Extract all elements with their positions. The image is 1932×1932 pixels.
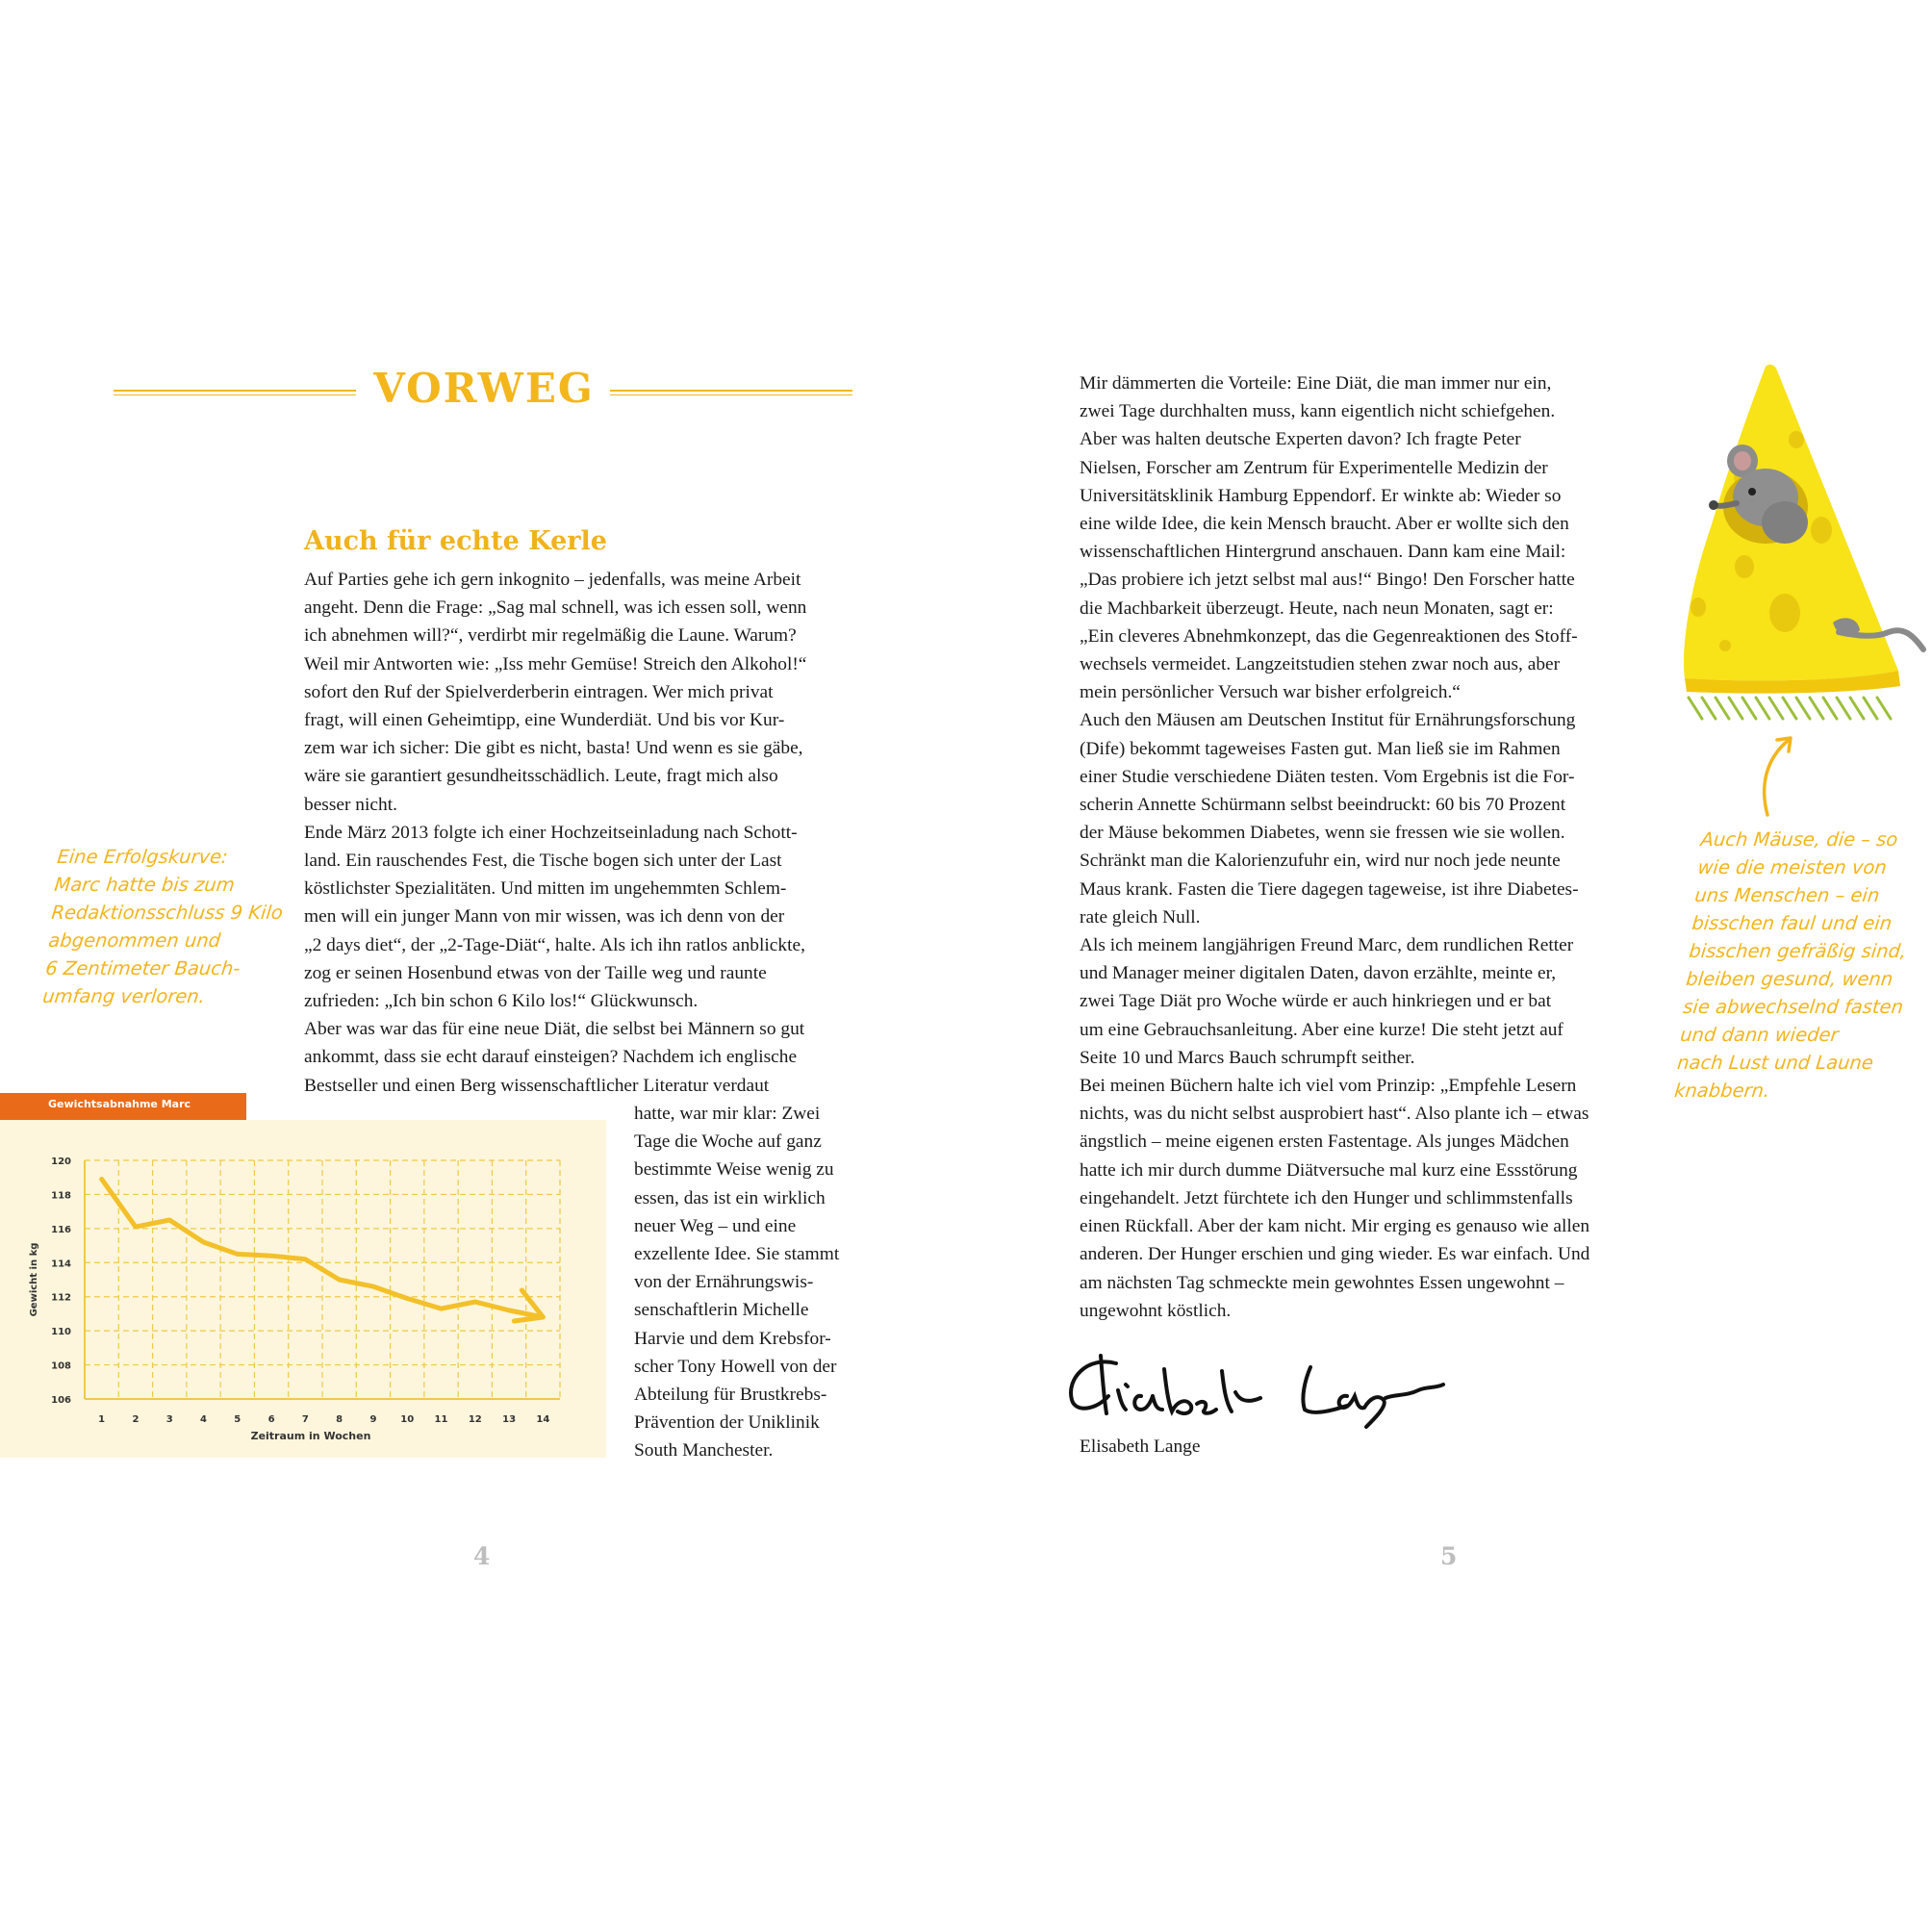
body-line: Mir dämmerten die Vorteile: Eine Diät, die man immer nur ein, <box>1080 373 1552 394</box>
chart-x-tick-label: 14 <box>536 1414 550 1425</box>
page-number-left: 4 <box>473 1542 491 1570</box>
body-line: rate gleich Null. <box>1080 906 1201 928</box>
body-line: „2 days diet“, der „2-Tage-Diät“, halte. Als ich ihn ratlos anblickte, <box>304 934 805 955</box>
body-line: Maus krank. Fasten die Tiere dagegen tageweise, ist ihre Diabetes- <box>1080 878 1579 900</box>
body-line: eine wilde Idee, die kein Mensch braucht. Aber er wollte sich den <box>1080 514 1569 535</box>
chart-x-tick-label: 10 <box>400 1414 415 1425</box>
body-line: am nächsten Tag schmeckte mein gewohntes Essen ungewohnt – <box>1080 1272 1564 1293</box>
chart-x-tick-label: 3 <box>165 1414 173 1425</box>
chart-title: Gewichtsabnahme Marc <box>48 1098 191 1110</box>
cheese-with-mouse-illustration <box>1669 361 1929 746</box>
body-line: ich abnehmen will?“, verdirbt mir regelmäßig die Laune. Warum? <box>304 625 797 647</box>
side-note-line: nach Lust und Laune <box>1676 1052 1875 1074</box>
body-line: „Das probiere ich jetzt selbst mal aus!“ Bingo! Den Forscher hatte <box>1080 570 1575 591</box>
weight-line-chart <box>0 1120 606 1458</box>
chart-y-tick-label: 112 <box>51 1292 71 1304</box>
body-line: land. Ein rauschendes Fest, die Tische bogen sich unter der Last <box>304 851 782 872</box>
body-line: Bestseller und einen Berg wissenschaftlicher Literatur verdaut <box>304 1075 770 1096</box>
body-line: zwei Tage Diät pro Woche würde er auch hinkriegen und er bat <box>1080 991 1552 1012</box>
curved-arrow-up-icon <box>1756 726 1814 823</box>
chart-y-tick-label: 106 <box>51 1395 71 1406</box>
right-body-text <box>1080 369 1638 1325</box>
side-note-line: Auch Mäuse, die – so <box>1699 828 1899 851</box>
body-line: zufrieden: „Ich bin schon 6 Kilo los!“ Glückwunsch. <box>304 991 699 1012</box>
body-line: Harvie und dem Krebsfor- <box>634 1328 831 1349</box>
side-note-line: und dann wieder <box>1679 1024 1840 1046</box>
body-line: hatte, war mir klar: Zwei <box>634 1104 821 1124</box>
side-note-line: umfang verloren. <box>41 985 207 1007</box>
body-line: besser nicht. <box>304 794 397 815</box>
body-line: Prävention der Uniklinik <box>634 1412 820 1434</box>
heading-rule-right-thin <box>610 394 852 395</box>
body-line: Weil mir Antworten wie: „Iss mehr Gemüse! Streich den Alkohol!“ <box>304 653 807 674</box>
side-note-chart <box>41 843 291 1010</box>
chart-x-tick-label: 6 <box>267 1414 275 1425</box>
side-note-line: Redaktionsschluss 9 Kilo <box>50 902 285 924</box>
body-line: ankommt, dass sie echt darauf einsteigen? Nachdem ich englische <box>304 1047 798 1068</box>
body-line: Nielsen, Forscher am Zentrum für Experimentelle Medizin der <box>1080 457 1548 478</box>
body-line: um eine Gebrauchsanleitung. Aber eine kurze! Die steht jetzt auf <box>1080 1019 1563 1040</box>
side-note-line: Eine Erfolgskurve: <box>56 846 230 868</box>
chart-x-tick-label: 8 <box>336 1414 343 1425</box>
body-line: anderen. Der Hunger erschien und ging wieder. Es war einfach. Und <box>1080 1244 1590 1265</box>
body-line: Bei meinen Büchern halte ich viel vom Prinzip: „Empfehle Lesern <box>1080 1076 1577 1097</box>
body-line: Auf Parties gehe ich gern inkognito – jedenfalls, was meine Arbeit <box>304 570 801 590</box>
side-note-line: knabbern. <box>1673 1080 1771 1102</box>
body-line: wissenschaftlichen Hintergrund anschauen. Dann kam eine Mail: <box>1080 542 1566 563</box>
body-line: Aber was war das für eine neue Diät, die selbst bei Männern so gut <box>304 1019 805 1040</box>
chart-x-tick-label: 13 <box>502 1414 517 1425</box>
body-line: der Mäuse bekommen Diabetes, wenn sie fressen wie sie wollen. <box>1080 823 1565 844</box>
left-body-text <box>304 566 852 1100</box>
heading-rule-left-thin <box>114 394 356 395</box>
chart-y-tick-label: 110 <box>51 1327 71 1338</box>
body-line: (Dife) bekommt tageweises Fasten gut. Man ließ sie im Rahmen <box>1080 738 1561 759</box>
body-line: köstlichster Spezialitäten. Und mitten im ungehemmten Schlem- <box>304 878 787 900</box>
body-line: Universitätsklinik Hamburg Eppendorf. Er winkte ab: Wieder so <box>1080 485 1562 506</box>
body-line: „Ein cleveres Abnehmkonzept, das die Gegenreaktionen des Stoff- <box>1080 625 1578 647</box>
body-line: Schränkt man die Kalorienzufuhr ein, wird nur noch jede neunte <box>1080 851 1561 872</box>
body-line: exzellente Idee. Sie stammt <box>634 1244 840 1265</box>
chart-x-tick-label: 1 <box>98 1414 106 1425</box>
body-line: Aber was halten deutsche Experten davon? Ich fragte Peter <box>1080 429 1521 450</box>
chart-x-tick-label: 2 <box>132 1414 140 1425</box>
chart-x-tick-label: 7 <box>301 1414 309 1425</box>
body-line: zwei Tage durchhalten muss, kann eigentlich nicht schiefgehen. <box>1080 401 1556 422</box>
body-line: men will ein junger Mann von mir wissen, was ich denn von der <box>304 906 785 928</box>
body-line: zog er seinen Hosenbund etwas von der Taille weg und raunte <box>304 962 767 983</box>
body-line: mein persönlicher Versuch war bisher erfolgreich.“ <box>1080 682 1461 703</box>
chart-y-axis-label: Gewicht in kg <box>29 1242 39 1317</box>
body-line: hatte ich mir durch dumme Diätversuche mal kurz eine Essstörung <box>1080 1159 1578 1181</box>
body-line: ungewohnt köstlich. <box>1080 1300 1232 1321</box>
author-name: Elisabeth Lange <box>1080 1436 1201 1457</box>
body-line: Als ich meinem langjährigen Freund Marc, dem rundlichen Retter <box>1080 935 1574 956</box>
side-note-mice <box>1673 826 1922 1105</box>
signature <box>1058 1342 1462 1429</box>
body-line: Auch den Mäusen am Deutschen Institut für Ernährungsforschung <box>1080 710 1576 731</box>
body-line: Seite 10 und Marcs Bauch schrumpft seither. <box>1080 1047 1415 1068</box>
chart-y-tick-label: 116 <box>51 1224 71 1235</box>
body-line: zem war ich sicher: Die gibt es nicht, basta! Und wenn es sie gäbe, <box>304 738 803 759</box>
chart-y-tick-label: 108 <box>51 1360 71 1372</box>
body-line: und Manager meiner digitalen Daten, davon erzählte, meinte er, <box>1080 963 1557 984</box>
body-line: Tage die Woche auf ganz <box>634 1131 822 1153</box>
side-note-line: wie die meisten von <box>1696 856 1889 878</box>
heading-rule-right <box>610 390 852 392</box>
chart-x-tick-label: 5 <box>234 1414 242 1425</box>
page-heading: VORWEG <box>373 365 595 412</box>
body-line: bestimmte Weise wenig zu <box>634 1159 834 1181</box>
heading-rule-left <box>114 390 356 392</box>
body-line: scher Tony Howell von der <box>634 1356 837 1377</box>
body-line: einer Studie verschiedene Diäten testen. Vom Ergebnis ist die For- <box>1080 766 1575 787</box>
body-line: fragt, will einen Geheimtipp, eine Wunderdiät. Und bis vor Kur- <box>304 710 785 731</box>
side-note-line: 6 Zentimeter Bauch- <box>44 957 242 979</box>
body-line: nichts, was du nicht selbst ausprobiert hast“. Also plante ich – etwas <box>1080 1104 1589 1125</box>
side-note-line: bleiben gesund, wenn <box>1685 968 1894 990</box>
chart-y-tick-label: 114 <box>51 1258 71 1270</box>
body-line: senschaftlerin Michelle <box>634 1300 809 1321</box>
body-line: eingehandelt. Jetzt fürchtete ich den Hunger und schlimmstenfalls <box>1080 1187 1573 1208</box>
body-line: wechsels vermeidet. Langzeitstudien stehen zwar noch aus, aber <box>1080 654 1561 675</box>
page-number-right: 5 <box>1440 1542 1458 1570</box>
side-note-line: abgenommen und <box>47 929 222 952</box>
body-line: neuer Weg – und eine <box>634 1215 797 1236</box>
body-line: scherin Annette Schürmann selbst beeindruckt: 60 bis 70 Prozent <box>1080 795 1566 816</box>
chart-y-tick-label: 120 <box>51 1157 71 1167</box>
side-note-line: bisschen faul und ein <box>1690 912 1894 934</box>
left-body-text-continued <box>634 1100 865 1465</box>
side-note-line: sie abwechselnd fasten <box>1682 996 1905 1018</box>
chart-x-tick-label: 4 <box>200 1414 207 1425</box>
side-note-line: Marc hatte bis zum <box>53 874 237 896</box>
chart-x-tick-label: 12 <box>468 1414 482 1425</box>
side-note-line: uns Menschen – ein <box>1693 884 1881 906</box>
body-line: angeht. Denn die Frage: „Sag mal schnell, was ich essen soll, wenn <box>304 597 807 619</box>
body-line: ängstlich – meine eigenen ersten Fastentage. Als junges Mädchen <box>1080 1131 1569 1153</box>
body-line: essen, das ist ein wirklich <box>634 1187 826 1208</box>
chart-x-tick-label: 11 <box>434 1414 448 1425</box>
chart-x-axis-label: Zeitraum in Wochen <box>250 1430 371 1442</box>
chart-x-tick-label: 9 <box>369 1414 377 1425</box>
body-line: einen Rückfall. Aber der kam nicht. Mir erging es genauso wie allen <box>1080 1216 1590 1237</box>
body-line: wäre sie garantiert gesundheitsschädlich. Leute, fragt mich also <box>304 766 778 787</box>
body-line: die Machbarkeit überzeugt. Heute, nach neun Monaten, sagt er: <box>1080 597 1554 619</box>
body-line: von der Ernährungswis- <box>634 1272 814 1293</box>
side-note-line: bisschen gefräßig sind, <box>1688 940 1908 962</box>
body-line: Abteilung für Brustkrebs- <box>634 1385 827 1406</box>
body-line: Ende März 2013 folgte ich einer Hochzeitseinladung nach Schott- <box>304 822 798 843</box>
body-line: sofort den Ruf der Spielverderberin eintragen. Wer mich privat <box>304 681 774 702</box>
chart-y-tick-label: 118 <box>51 1190 71 1202</box>
section-subheading: Auch für echte Kerle <box>304 526 607 556</box>
body-line: South Manchester. <box>634 1440 774 1462</box>
